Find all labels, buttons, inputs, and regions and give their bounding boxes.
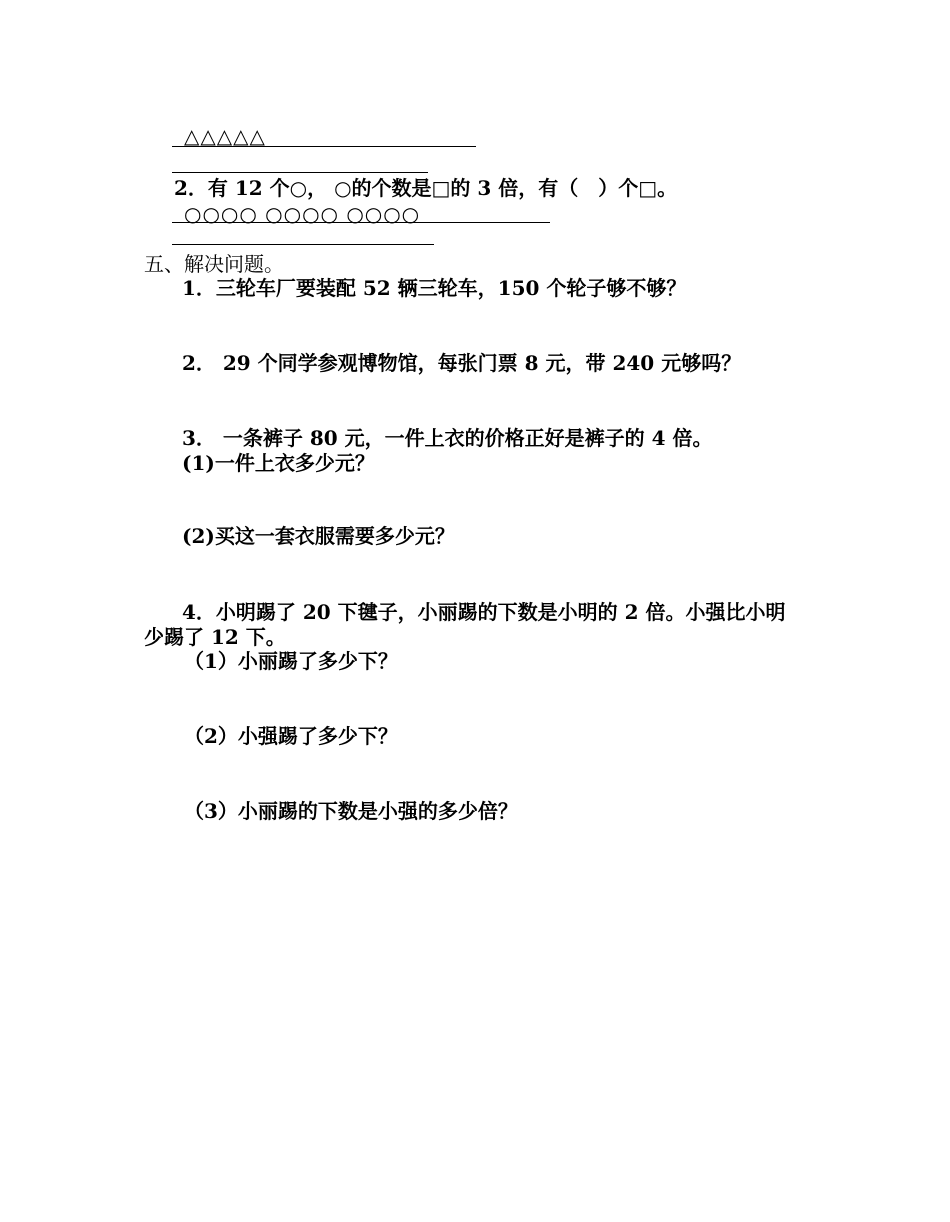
circle-row: ○○○○ ○○○○ ○○○○: [184, 202, 421, 226]
problem-4-line-2: 少踢了 12 下。: [144, 625, 286, 649]
problem-4-line-1: 4．小明踢了 20 下毽子，小丽踢的下数是小明的 2 倍。小强比小明: [182, 600, 786, 624]
triangle-row: △△△△△: [184, 124, 266, 148]
problem-4-sub-3: （3）小丽踢的下数是小强的多少倍？: [184, 799, 518, 823]
problem-2: 2． 29 个同学参观博物馆，每张门票 8 元，带 240 元够吗？: [182, 351, 742, 375]
circle-row-underline: [172, 222, 550, 223]
blank-answer-line-2: [172, 244, 434, 245]
problem-4-sub-1: （1）小丽踢了多少下？: [184, 649, 398, 673]
question-4-2: 2．有 12 个○， ○的个数是□的 3 倍，有（ ）个□。: [174, 176, 678, 200]
problem-3-sub-1: (1)一件上衣多少元？: [182, 451, 375, 475]
section-heading: 五、解决问题。: [144, 252, 284, 276]
blank-answer-line-1: [172, 172, 428, 173]
problem-1: 1．三轮车厂要装配 52 辆三轮车，150 个轮子够不够？: [182, 276, 687, 300]
triangle-row-underline: [172, 146, 476, 147]
problem-3: 3． 一条裤子 80 元，一件上衣的价格正好是裤子的 4 倍。: [182, 426, 713, 450]
problem-4-sub-2: （2）小强踢了多少下？: [184, 724, 398, 748]
problem-3-sub-2: (2)买这一套衣服需要多少元？: [182, 524, 455, 548]
